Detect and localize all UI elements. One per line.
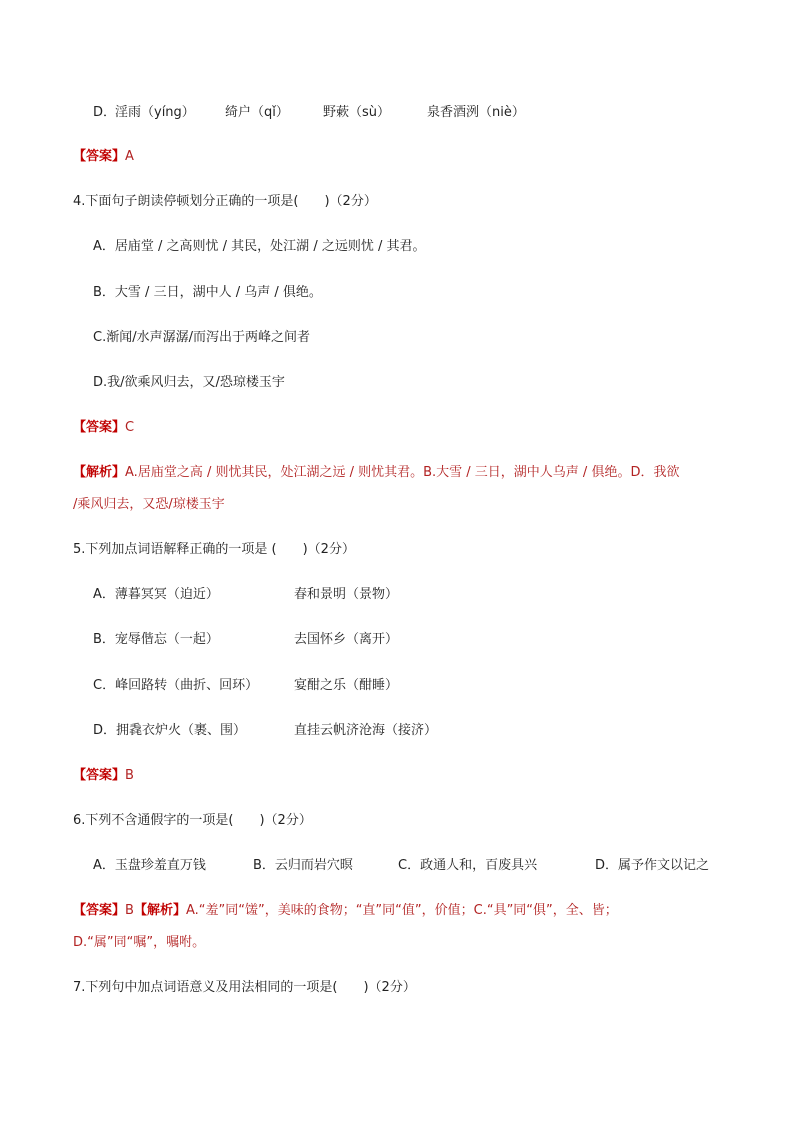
analysis-tag: 【解析】	[73, 465, 126, 480]
q7-stem: 7.下列句中加点词语意义及用法相同的一项是( )（2分）	[73, 980, 416, 995]
q3-answer	[73, 148, 134, 166]
analysis-text: A.“羞”同“馐”，美味的食物；“直”同“值”，价值；C.“具”同“俱”，全、皆；	[185, 903, 618, 918]
answer-tag: 【答案】	[73, 420, 126, 435]
q6-stem: 6.下列不含通假字的一项是( )（2分）	[73, 813, 312, 828]
answer-value: B	[125, 903, 134, 918]
answer-tag: 【答案】	[73, 903, 126, 918]
q5-left: D．拥毳衣炉火（裹、围）	[93, 723, 247, 738]
q5-left: A．薄暮冥冥（迫近）	[93, 587, 219, 602]
analysis-tag: 【解析】	[133, 903, 186, 918]
q4-option-b: B．大雪 / 三日，湖中人 / 乌声 / 俱绝。	[93, 285, 322, 300]
q5-stem: 5.下列加点词语解释正确的一项是 ( )（2分）	[73, 542, 355, 557]
q5-left: B．宠辱偕忘（一起）	[93, 632, 219, 647]
q5-answer	[73, 767, 134, 785]
q6-option-b: B．云归而岩穴暝	[253, 858, 353, 873]
q4-stem: 4.下面句子朗读停顿划分正确的一项是( )（2分）	[73, 194, 377, 209]
q5-left: C．峰回路转（曲折、回环）	[93, 678, 259, 693]
q4-option-a: A．居庙堂 / 之高则忧 / 其民，处江湖 / 之远则忧 / 其君。	[93, 239, 426, 254]
answer-value: A	[125, 149, 134, 164]
answer-tag: 【答案】	[73, 768, 126, 783]
q4-option-c: C.渐闻/水声潺潺/而泻出于两峰之间者	[93, 330, 310, 345]
option-item: 野蔌（sù）	[323, 105, 391, 120]
q5-right: 宴酣之乐（酣睡）	[294, 678, 399, 693]
q5-right: 去国怀乡（离开）	[294, 632, 399, 647]
q4-analysis	[73, 464, 679, 482]
q6-answer-analysis	[73, 902, 618, 920]
answer-tag: 【答案】	[73, 149, 126, 164]
option-letter: D．	[93, 105, 117, 120]
answer-value: C	[125, 420, 135, 435]
q6-analysis-cont: D.“属”同“嘱”，嘱咐。	[73, 935, 206, 950]
analysis-text: A.居庙堂之高 / 则忧其民，处江湖之远 / 则忧其君。B.大雪 / 三日，湖中人乌声 / 俱绝。D．我欲	[125, 465, 680, 480]
q6-option-a: A．玉盘珍羞直万钱	[93, 858, 206, 873]
q6-option-c: C．政通人和，百废具兴	[398, 858, 538, 873]
q4-option-d: D.我/欲乘风归去，又/恐琼楼玉宇	[93, 375, 285, 390]
q4-analysis-cont: /乘风归去，又恐/琼楼玉宇	[73, 497, 225, 512]
q5-right: 直挂云帆济沧海（接济）	[294, 723, 438, 738]
option-item: 泉香酒洌（niè）	[427, 105, 525, 120]
q6-option-d: D．属予作文以记之	[595, 858, 710, 873]
q4-answer	[73, 419, 134, 437]
answer-value: B	[125, 768, 134, 783]
option-item: 淫雨（yíng）	[115, 105, 195, 120]
option-item: 绮户（qǐ）	[225, 105, 289, 120]
q5-right: 春和景明（景物）	[294, 587, 399, 602]
